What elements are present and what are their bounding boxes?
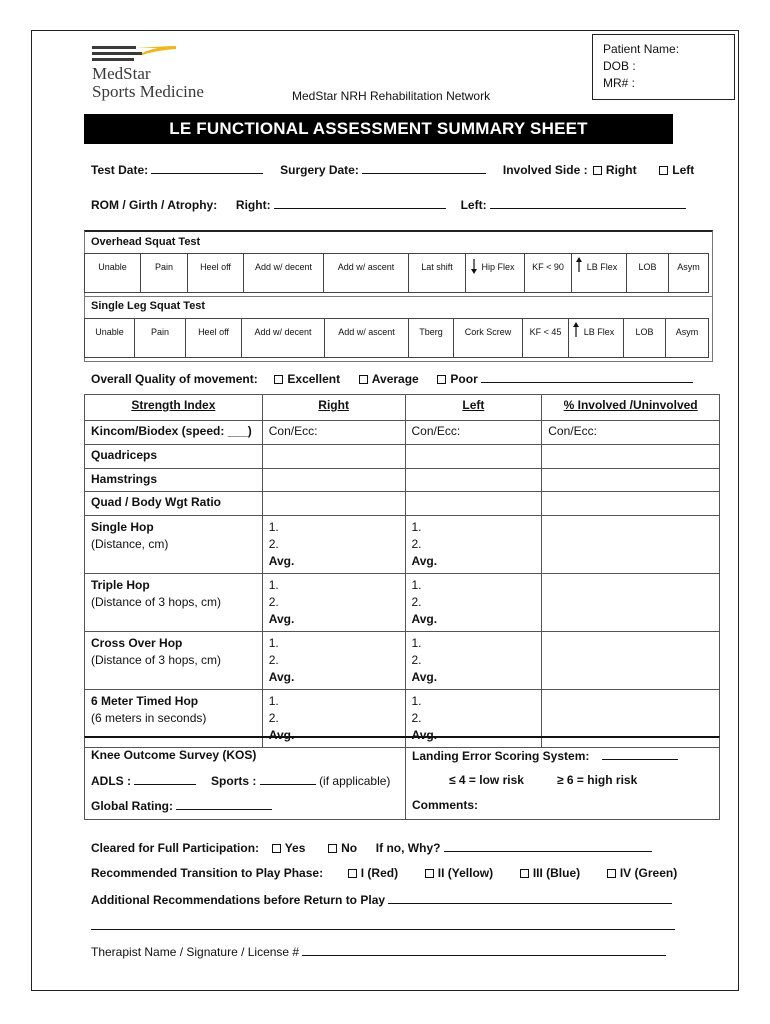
phase3-label: III (Blue)	[532, 866, 581, 880]
test-date-label: Test Date:	[91, 163, 149, 177]
overhead-item[interactable]: Lat shift	[409, 254, 466, 292]
single-leg-item[interactable]: Add w/ decent	[242, 319, 325, 357]
rom-left-label: Left:	[460, 198, 487, 212]
no-checkbox[interactable]	[328, 844, 337, 853]
phase2-checkbox[interactable]	[425, 869, 434, 878]
header-right: Right	[262, 395, 405, 421]
global-field[interactable]	[176, 798, 272, 810]
page-title: LE FUNCTIONAL ASSESSMENT SUMMARY SHEET	[84, 114, 673, 144]
single-leg-item[interactable]: Add w/ ascent	[325, 319, 409, 357]
hamstrings-involved[interactable]	[542, 469, 720, 492]
outcome-divider	[405, 738, 406, 820]
up-arrow-icon	[575, 257, 583, 273]
logo-line2: Sports Medicine	[92, 82, 204, 101]
hop-label: Triple Hop (Distance of 3 hops, cm)	[85, 574, 263, 632]
quadriceps-right[interactable]	[262, 445, 405, 469]
overhead-lb-flex[interactable]: LB Flex	[572, 254, 627, 292]
header-left: Left	[405, 395, 542, 421]
overhead-item[interactable]: LOB	[627, 254, 669, 292]
if-no-field[interactable]	[444, 840, 652, 852]
quadriceps-label: Quadriceps	[85, 445, 263, 469]
strength-table	[84, 394, 720, 748]
additional-row	[91, 892, 672, 907]
hop-row	[85, 574, 720, 632]
adls-label: ADLS :	[91, 774, 131, 788]
less-row	[412, 748, 678, 763]
overhead-squat-row	[84, 253, 709, 293]
overhead-item[interactable]: Unable	[85, 254, 141, 292]
quality-notes-field[interactable]	[481, 371, 693, 383]
yes-checkbox[interactable]	[272, 844, 281, 853]
hop-right[interactable]: 1. 2. Avg.	[262, 574, 405, 632]
phase4-checkbox[interactable]	[607, 869, 616, 878]
transition-row	[91, 866, 677, 880]
global-row	[91, 798, 272, 813]
hamstrings-label: Hamstrings	[85, 469, 263, 492]
test-date-row	[91, 162, 694, 177]
right-label: Right	[605, 163, 637, 177]
cleared-label: Cleared for Full Participation:	[91, 841, 260, 855]
hop-right[interactable]: 1. 2. Avg.	[262, 516, 405, 574]
hop-left[interactable]: 1. 2. Avg.	[405, 632, 542, 690]
average-label: Average	[371, 372, 419, 386]
phase3-checkbox[interactable]	[520, 869, 529, 878]
hamstrings-left[interactable]	[405, 469, 542, 492]
no-label: No	[341, 841, 358, 855]
quad-ratio-label: Quad / Body Wgt Ratio	[85, 492, 263, 516]
con-ecc-left[interactable]: Con/Ecc:	[405, 421, 542, 445]
logo-line1: MedStar	[92, 64, 151, 83]
header-involved: % Involved /Uninvolved	[542, 395, 720, 421]
phase1-label: I (Red)	[360, 866, 399, 880]
adls-row	[91, 773, 390, 788]
network-name: MedStar NRH Rehabilitation Network	[292, 89, 491, 103]
hop-left[interactable]: 1. 2. Avg.	[405, 516, 542, 574]
quality-label: Overall Quality of movement:	[91, 372, 258, 386]
mr-label: MR# :	[603, 76, 636, 90]
up-arrow-icon	[572, 322, 580, 338]
low-risk-label: ≤ 4 = low risk	[449, 773, 524, 787]
table-row	[85, 469, 720, 492]
quadriceps-involved[interactable]	[542, 445, 720, 469]
high-risk-label: ≥ 6 = high risk	[557, 773, 638, 787]
hop-label: Cross Over Hop (Distance of 3 hops, cm)	[85, 632, 263, 690]
phase4-label: IV (Green)	[619, 866, 678, 880]
rom-row	[91, 197, 686, 212]
poor-label: Poor	[450, 372, 478, 386]
single-leg-item[interactable]: Tberg	[409, 319, 454, 357]
quad-ratio-left[interactable]	[405, 492, 542, 516]
quad-ratio-involved[interactable]	[542, 492, 720, 516]
involved-side-label: Involved Side :	[502, 163, 588, 177]
hop-left[interactable]: 1. 2. Avg.	[405, 690, 542, 748]
rom-label: ROM / Girth / Atrophy:	[91, 198, 218, 212]
overhead-hip-flex[interactable]: Hip Flex	[466, 254, 525, 292]
hop-label: 6 Meter Timed Hop (6 meters in seconds)	[85, 690, 263, 748]
phase2-label: II (Yellow)	[437, 866, 494, 880]
down-arrow-icon	[470, 259, 478, 275]
single-leg-item[interactable]: Unable	[85, 319, 135, 357]
surgery-date-field[interactable]	[362, 162, 486, 174]
header-strength-index: Strength Index	[85, 395, 263, 421]
excellent-checkbox[interactable]	[274, 375, 283, 384]
single-leg-item[interactable]: KF < 45	[523, 319, 569, 357]
hop-involved[interactable]	[542, 516, 720, 574]
additional-field[interactable]	[388, 892, 672, 904]
hamstrings-right[interactable]	[262, 469, 405, 492]
adls-field[interactable]	[134, 773, 196, 785]
if-applicable-label: (if applicable)	[319, 774, 391, 788]
excellent-label: Excellent	[287, 372, 341, 386]
con-ecc-involved[interactable]: Con/Ecc:	[542, 421, 720, 445]
if-no-label: If no, Why?	[375, 841, 441, 855]
patient-info-box	[592, 34, 735, 100]
overhead-item[interactable]: Pain	[141, 254, 188, 292]
sports-label: Sports :	[211, 774, 257, 788]
quad-ratio-right[interactable]	[262, 492, 405, 516]
poor-checkbox[interactable]	[437, 375, 446, 384]
less-field[interactable]	[602, 748, 678, 760]
hop-left[interactable]: 1. 2. Avg.	[405, 574, 542, 632]
overhead-item[interactable]: Asym	[677, 262, 700, 272]
transition-label: Recommended Transition to Play Phase:	[91, 866, 324, 880]
average-checkbox[interactable]	[359, 375, 368, 384]
additional-field-line2[interactable]	[91, 929, 675, 930]
yes-label: Yes	[284, 841, 306, 855]
left-label: Left	[672, 163, 695, 177]
hop-involved[interactable]	[542, 574, 720, 632]
global-label: Global Rating:	[91, 799, 173, 813]
quality-row	[91, 371, 693, 386]
test-date-field[interactable]	[151, 162, 263, 174]
overhead-item[interactable]: Heel off	[188, 254, 244, 292]
overhead-item[interactable]: Add w/ decent	[244, 254, 324, 292]
single-leg-item[interactable]: Cork Screw	[454, 319, 523, 357]
outcome-box	[84, 736, 720, 820]
overhead-squat-title: Overhead Squat Test	[91, 236, 201, 248]
table-row	[85, 492, 720, 516]
right-checkbox[interactable]	[593, 166, 602, 175]
table-header-row	[85, 395, 720, 421]
squat-divider	[84, 296, 713, 297]
hop-row	[85, 516, 720, 574]
quadriceps-left[interactable]	[405, 445, 542, 469]
con-ecc-right[interactable]: Con/Ecc:	[262, 421, 405, 445]
kincom-label: Kincom/Biodex (speed: ___)	[85, 421, 263, 445]
dob-label: DOB :	[603, 59, 636, 73]
additional-label: Additional Recommendations before Return to Play	[91, 893, 386, 907]
hop-right[interactable]: 1. 2. Avg.	[262, 632, 405, 690]
hop-involved[interactable]	[542, 632, 720, 690]
single-leg-item[interactable]: Heel off	[186, 319, 242, 357]
single-leg-squat-title: Single Leg Squat Test	[91, 300, 206, 312]
single-leg-item[interactable]: Asym	[675, 327, 699, 337]
therapist-row	[91, 944, 666, 959]
table-row	[85, 421, 720, 445]
left-checkbox[interactable]	[659, 166, 668, 175]
single-leg-item[interactable]: LOB	[624, 319, 666, 357]
sports-field[interactable]	[260, 773, 316, 785]
therapist-label: Therapist Name / Signature / License #	[91, 945, 300, 959]
rom-right-label: Right:	[235, 198, 271, 212]
less-label: Landing Error Scoring System:	[412, 749, 590, 763]
hop-label: Single Hop (Distance, cm)	[85, 516, 263, 574]
surgery-date-label: Surgery Date:	[280, 163, 359, 177]
table-row	[85, 445, 720, 469]
overhead-item[interactable]: KF < 90	[525, 254, 572, 292]
rom-right-field[interactable]	[274, 197, 446, 209]
overhead-item[interactable]: Add w/ ascent	[324, 254, 409, 292]
kos-label: Knee Outcome Survey (KOS)	[91, 748, 257, 762]
medstar-logo	[92, 44, 262, 104]
rom-left-field[interactable]	[490, 197, 686, 209]
hop-right[interactable]: 1. 2. Avg.	[262, 690, 405, 748]
phase1-checkbox[interactable]	[348, 869, 357, 878]
single-leg-lb-flex[interactable]: LB Flex	[569, 319, 624, 357]
single-leg-squat-row	[84, 318, 709, 358]
hop-row	[85, 632, 720, 690]
single-leg-item[interactable]: Pain	[135, 319, 186, 357]
comments-label: Comments:	[412, 798, 479, 812]
patient-name-label: Patient Name:	[603, 42, 680, 56]
cleared-row	[91, 840, 652, 855]
therapist-field[interactable]	[302, 944, 666, 956]
